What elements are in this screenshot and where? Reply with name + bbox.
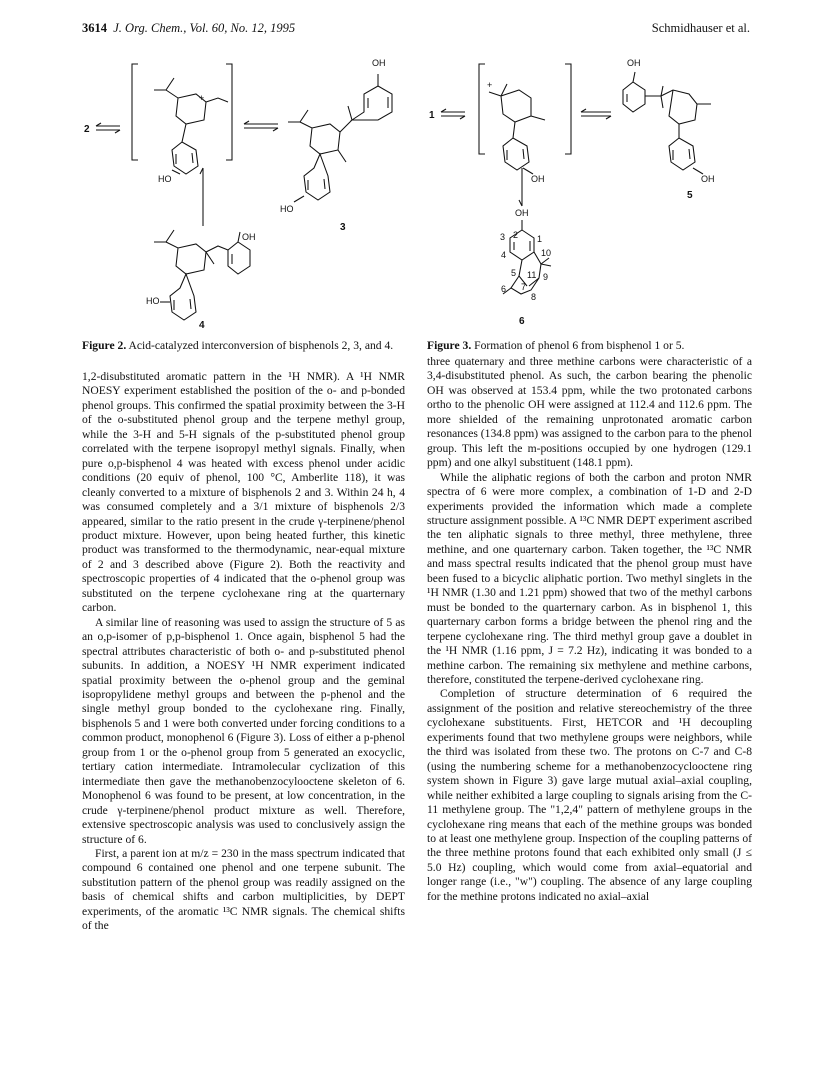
page-number: 3614 bbox=[82, 21, 107, 35]
paragraph: First, a parent ion at m/z = 230 in the mass spectrum indicated that compound 6 contained one phenol and one terpene subunit. The substitution pattern of the phenol group was readily assigned on the basis of chemical shifts and carbon multiplicities, by DEPT experiments, of the aromatic ¹³C NMR signals. The chemical shifts of the bbox=[82, 846, 405, 933]
figure-3-caption: Figure 3. Formation of phenol 6 from bisphenol 1 or 5. bbox=[427, 339, 685, 352]
svg-text:2: 2 bbox=[513, 230, 519, 240]
svg-text:3: 3 bbox=[500, 232, 506, 242]
svg-text:HO: HO bbox=[280, 204, 294, 214]
paragraph: Completion of structure determination of 6 required the assignment of the position and relative stereochemistry of the three cyclohexane substituents. First, HETCOR and ¹H decoupling experiments found that two methylene groups were neighbors, while the third was isolated from these two. The protons on C-7 and C-8 (using the numbering scheme for a methanobenzocyclooctene ring system shown in Figure 3) gave large mutual axial–axial coupling, while neither exhibited a large coupling to signals arising from the C-11 methylene group. The "1,2,4" pattern of methylene groups in the cyclohexane ring means that each of the methine groups was bonded to at least one methylene group. Inspection of the coupling patterns of the three methine protons found that each exhibited only small (J ≤ 5.0 Hz) coupling, which would come from axial–equatorial and longer range (i.e., "w") coupling. The absence of any large coupling for the methine protons indicated no axial–axial bbox=[427, 687, 752, 903]
svg-text:9: 9 bbox=[543, 272, 549, 282]
svg-text:+: + bbox=[487, 80, 493, 90]
compound-label-3: 3 bbox=[340, 222, 346, 233]
compound-label-6: 6 bbox=[519, 316, 525, 327]
compound-label-4: 4 bbox=[199, 320, 205, 328]
svg-text:4: 4 bbox=[501, 250, 507, 260]
svg-text:OH: OH bbox=[242, 232, 256, 242]
svg-text:OH: OH bbox=[515, 208, 529, 218]
svg-text:OH: OH bbox=[627, 58, 641, 68]
cation-plus: + bbox=[199, 93, 205, 103]
journal-citation: J. Org. Chem., Vol. 60, No. 12, 1995 bbox=[113, 21, 296, 35]
svg-text:OH: OH bbox=[372, 58, 386, 68]
svg-text:HO: HO bbox=[158, 174, 172, 184]
running-authors: Schmidhauser et al. bbox=[651, 21, 750, 35]
compound-label-2: 2 bbox=[84, 124, 90, 135]
paragraph: 1,2-disubstituted aromatic pattern in the ¹H NMR). A ¹H NMR NOESY experiment established the position of the o- and p-bonded phenol groups. This confirmed the spatial proximity between the 3-H of the o-substituted phenol group and the terpene methyl group, while the 3-H and 5-H signals of the p-substituted phenol group correlated with the terpene isopropyl methyl signals. Finally, when pure o,p-bisphenol 4 was heated with excess phenol under acidic conditions (20 equiv of phenol, 100 °C, Amberlite 118), it was cleanly converted to a mixture of bisphenols 2 and 3. Within 24 h, 4 was consumed completely and a 3/1 mixture of bisphenols 2/3 appeared, similar to the ratio present in the crude γ-terpinene/phenol product mixture. However, upon being heated further, this kinetic product was transformed to the thermodynamic, near-equal mixture of 2 and 3 described above (Figure 2). Both the reactivity and spectroscopic properties of 4 indicated that the o-phenol group was substituted on the terpene cyclohexane ring at the quarternary carbon. bbox=[82, 370, 405, 615]
figure-2-scheme bbox=[82, 50, 418, 328]
svg-text:OH: OH bbox=[531, 174, 545, 184]
svg-text:10: 10 bbox=[541, 248, 552, 258]
compound-label-1: 1 bbox=[429, 110, 435, 121]
paragraph: While the aliphatic regions of both the carbon and proton NMR spectra of 6 were more complex, a combination of 1-D and 2-D experiments provided the information which made a complete structure assignment possible. A ¹³C NMR DEPT experiment ascribed the ten aliphatic signals to three methyl, three methylene, three methine, and one quarternary carbon. Taken together, the ¹³C NMR and mass spectral results indicated that the phenol group must have been fused to a bicyclic aliphatic portion. Two methyl singlets in the ¹H NMR (1.30 and 1.21 ppm) showed that two of the methyl carbons must be bonded to the quarternary carbon. As in bisphenol 1, this quarternary carbon forms a bridge between the phenol ring and the terpene cyclohexane ring. The third methyl group gave a doublet in the ¹H NMR (1.16 ppm, J = 7.2 Hz), indicating it was bonded to a methine carbon. The remaining six methylene and methine carbons, therefore, constituted the terpene-derived cyclohexane ring. bbox=[427, 470, 752, 686]
svg-text:HO: HO bbox=[146, 296, 160, 306]
svg-text:11: 11 bbox=[527, 270, 537, 280]
figure-3-scheme bbox=[427, 50, 752, 332]
left-text-column bbox=[82, 370, 405, 934]
paragraph: A similar line of reasoning was used to assign the structure of 5 as an o,p-isomer of p,p-bisphenol 1. Once again, bisphenol 5 had the spectral attributes characteristic of both o- and p-substituted phenol subunits. In addition, a NOESY ¹H NMR experiment indicated spatial proximity between the o-phenol group and the geminal isopropylidene methyl groups and between the p-phenol and the single methyl group bonded to the cyclohexane ring. Finally, bisphenols 5 and 1 were both converted under forcing conditions to a common product, monophenol 6 (Figure 3). Loss of either a p-phenol group from 1 or the o-phenol group from 5 generated an exocyclic, tertiary cation intermediate. Intramolecular cyclization of this intermediate then gave the methanobenzocylooctene skeleton of 6. Monophenol 6 was found to be present, at low concentration, in the crude γ-terpinene/phenol product mixture as well. Therefore, extensive spectroscopic analysis was used to conclusively assign the structure of 6. bbox=[82, 615, 405, 846]
svg-text:OH: OH bbox=[701, 174, 715, 184]
right-text-column bbox=[427, 355, 752, 904]
svg-text:1: 1 bbox=[537, 234, 543, 244]
svg-text:6: 6 bbox=[501, 284, 507, 294]
figure-2-caption: Figure 2. Acid-catalyzed interconversion of bisphenols 2, 3, and 4. bbox=[82, 339, 394, 352]
svg-text:5: 5 bbox=[511, 268, 517, 278]
svg-text:7: 7 bbox=[521, 282, 527, 292]
running-header bbox=[82, 21, 750, 39]
paragraph: three quaternary and three methine carbons were characteristic of a 3,4-disubstituted phenol. As such, the carbon bearing the phenolic OH was observed at 153.4 ppm, while the two protonated carbons ortho to the phenolic OH were assigned at 112.4 and 112.6 ppm. The more shielded of the remaining unprotonated aromatic carbon resonances (134.8 ppm) was assigned to the carbon para to the phenol group. This left the m-positions occupied by one hydrogen (129.1 ppm) and one alkyl substituent (148.1 ppm). bbox=[427, 355, 752, 470]
compound-label-5: 5 bbox=[687, 190, 693, 201]
svg-text:8: 8 bbox=[531, 292, 537, 302]
